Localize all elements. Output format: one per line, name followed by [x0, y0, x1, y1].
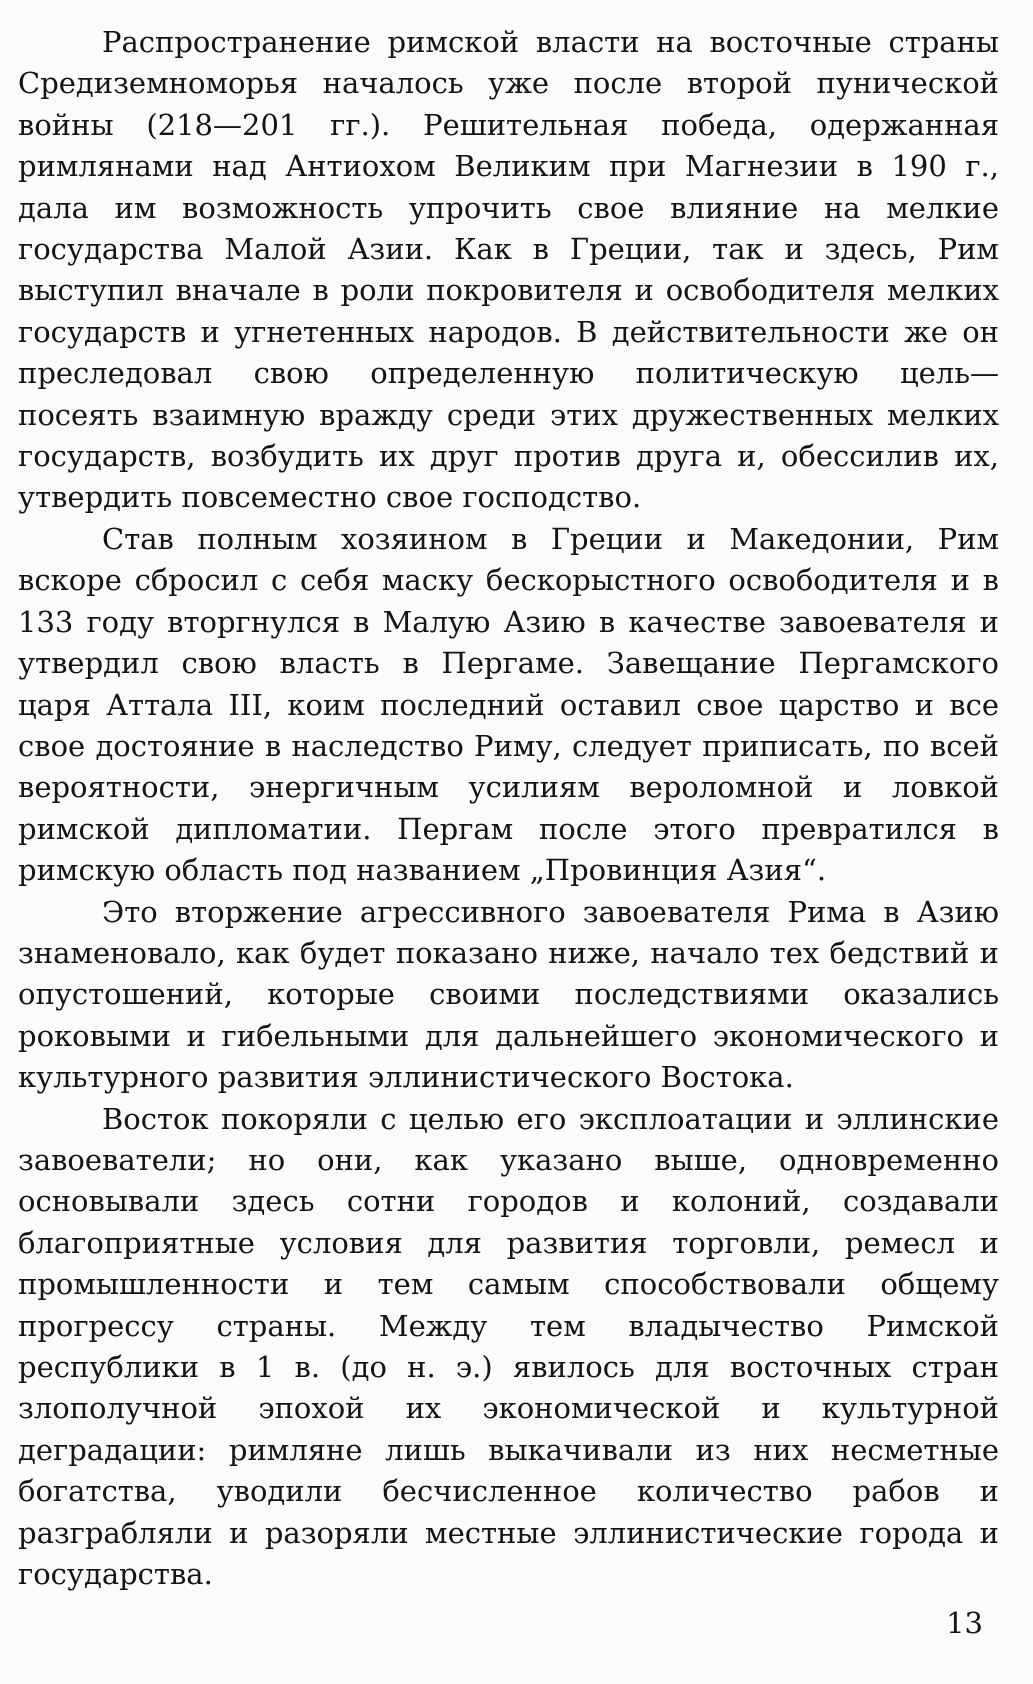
paragraph-east-degradation: Восток покоряли с целью его эксплоатации и эллинские завоеватели; но они, как указано выше, одновременно основывали здесь сотни городов и колоний, создавали благоприятные условия для развития торговли, ремесл и промышленности и тем самым способствовали общему прогрессу страны. Между тем владычество Римской республики в 1 в. (до н. э.) явилось для восточных стран злополучной эпохой их экономической и культурной деградации: римляне лишь выкачивали из них несметные богатства, уводили бесчисленное количество рабов и разграбляли и разоряли местные эллинистические города и государства.: [18, 1101, 999, 1592]
body-text: [18, 22, 999, 1595]
paragraph-roman-expansion: Распространение римской власти на восточные страны Средиземноморья началось уже после второй пунической войны (218—201 гг.). Решительная победа, одержанная римлянами над Антиохом Великим при Магнезии в 190 г., дала им возможность упрочить свое влияние на мелкие государства Малой Азии. Как в Греции, так и здесь, Рим выступил вначале в роли покровителя и освободителя мелких государств и угнетенных народов. В действительности же он преследовал свою определенную политическую цель— посеять взаимную вражду среди этих дружественных мелких государств, возбудить их друг против друга и, обессилив их, утвердить повсеместно свое господство.: [18, 25, 999, 515]
page-number: 13: [946, 1606, 983, 1640]
paragraph-pergamon: Став полным хозяином в Греции и Македонии, Рим вскоре сбросил с себя маску бескорыстного освободителя и в 133 году вторгнулся в Малую Азию в качестве завоевателя и утвердил свою власть в Пергаме. Завещание Пергамского царя Аттала III, коим последний оставил свое царство и все свое достояние в наследство Риму, следует приписать, по всей вероятности, энергичным усилиям вероломной и ловкой римской дипломатии. Пергам после этого превратился в римскую область под названием „Провинция Азия“.: [18, 521, 999, 888]
paragraph-invasion-consequences: Это вторжение агрессивного завоевателя Рима в Азию знаменовало, как будет показано ниже, начало тех бедствий и опустошений, которые своими последствиями оказались роковыми и гибельными для дальнейшего экономического и культурного развития эллинистического Востока.: [18, 894, 999, 1095]
